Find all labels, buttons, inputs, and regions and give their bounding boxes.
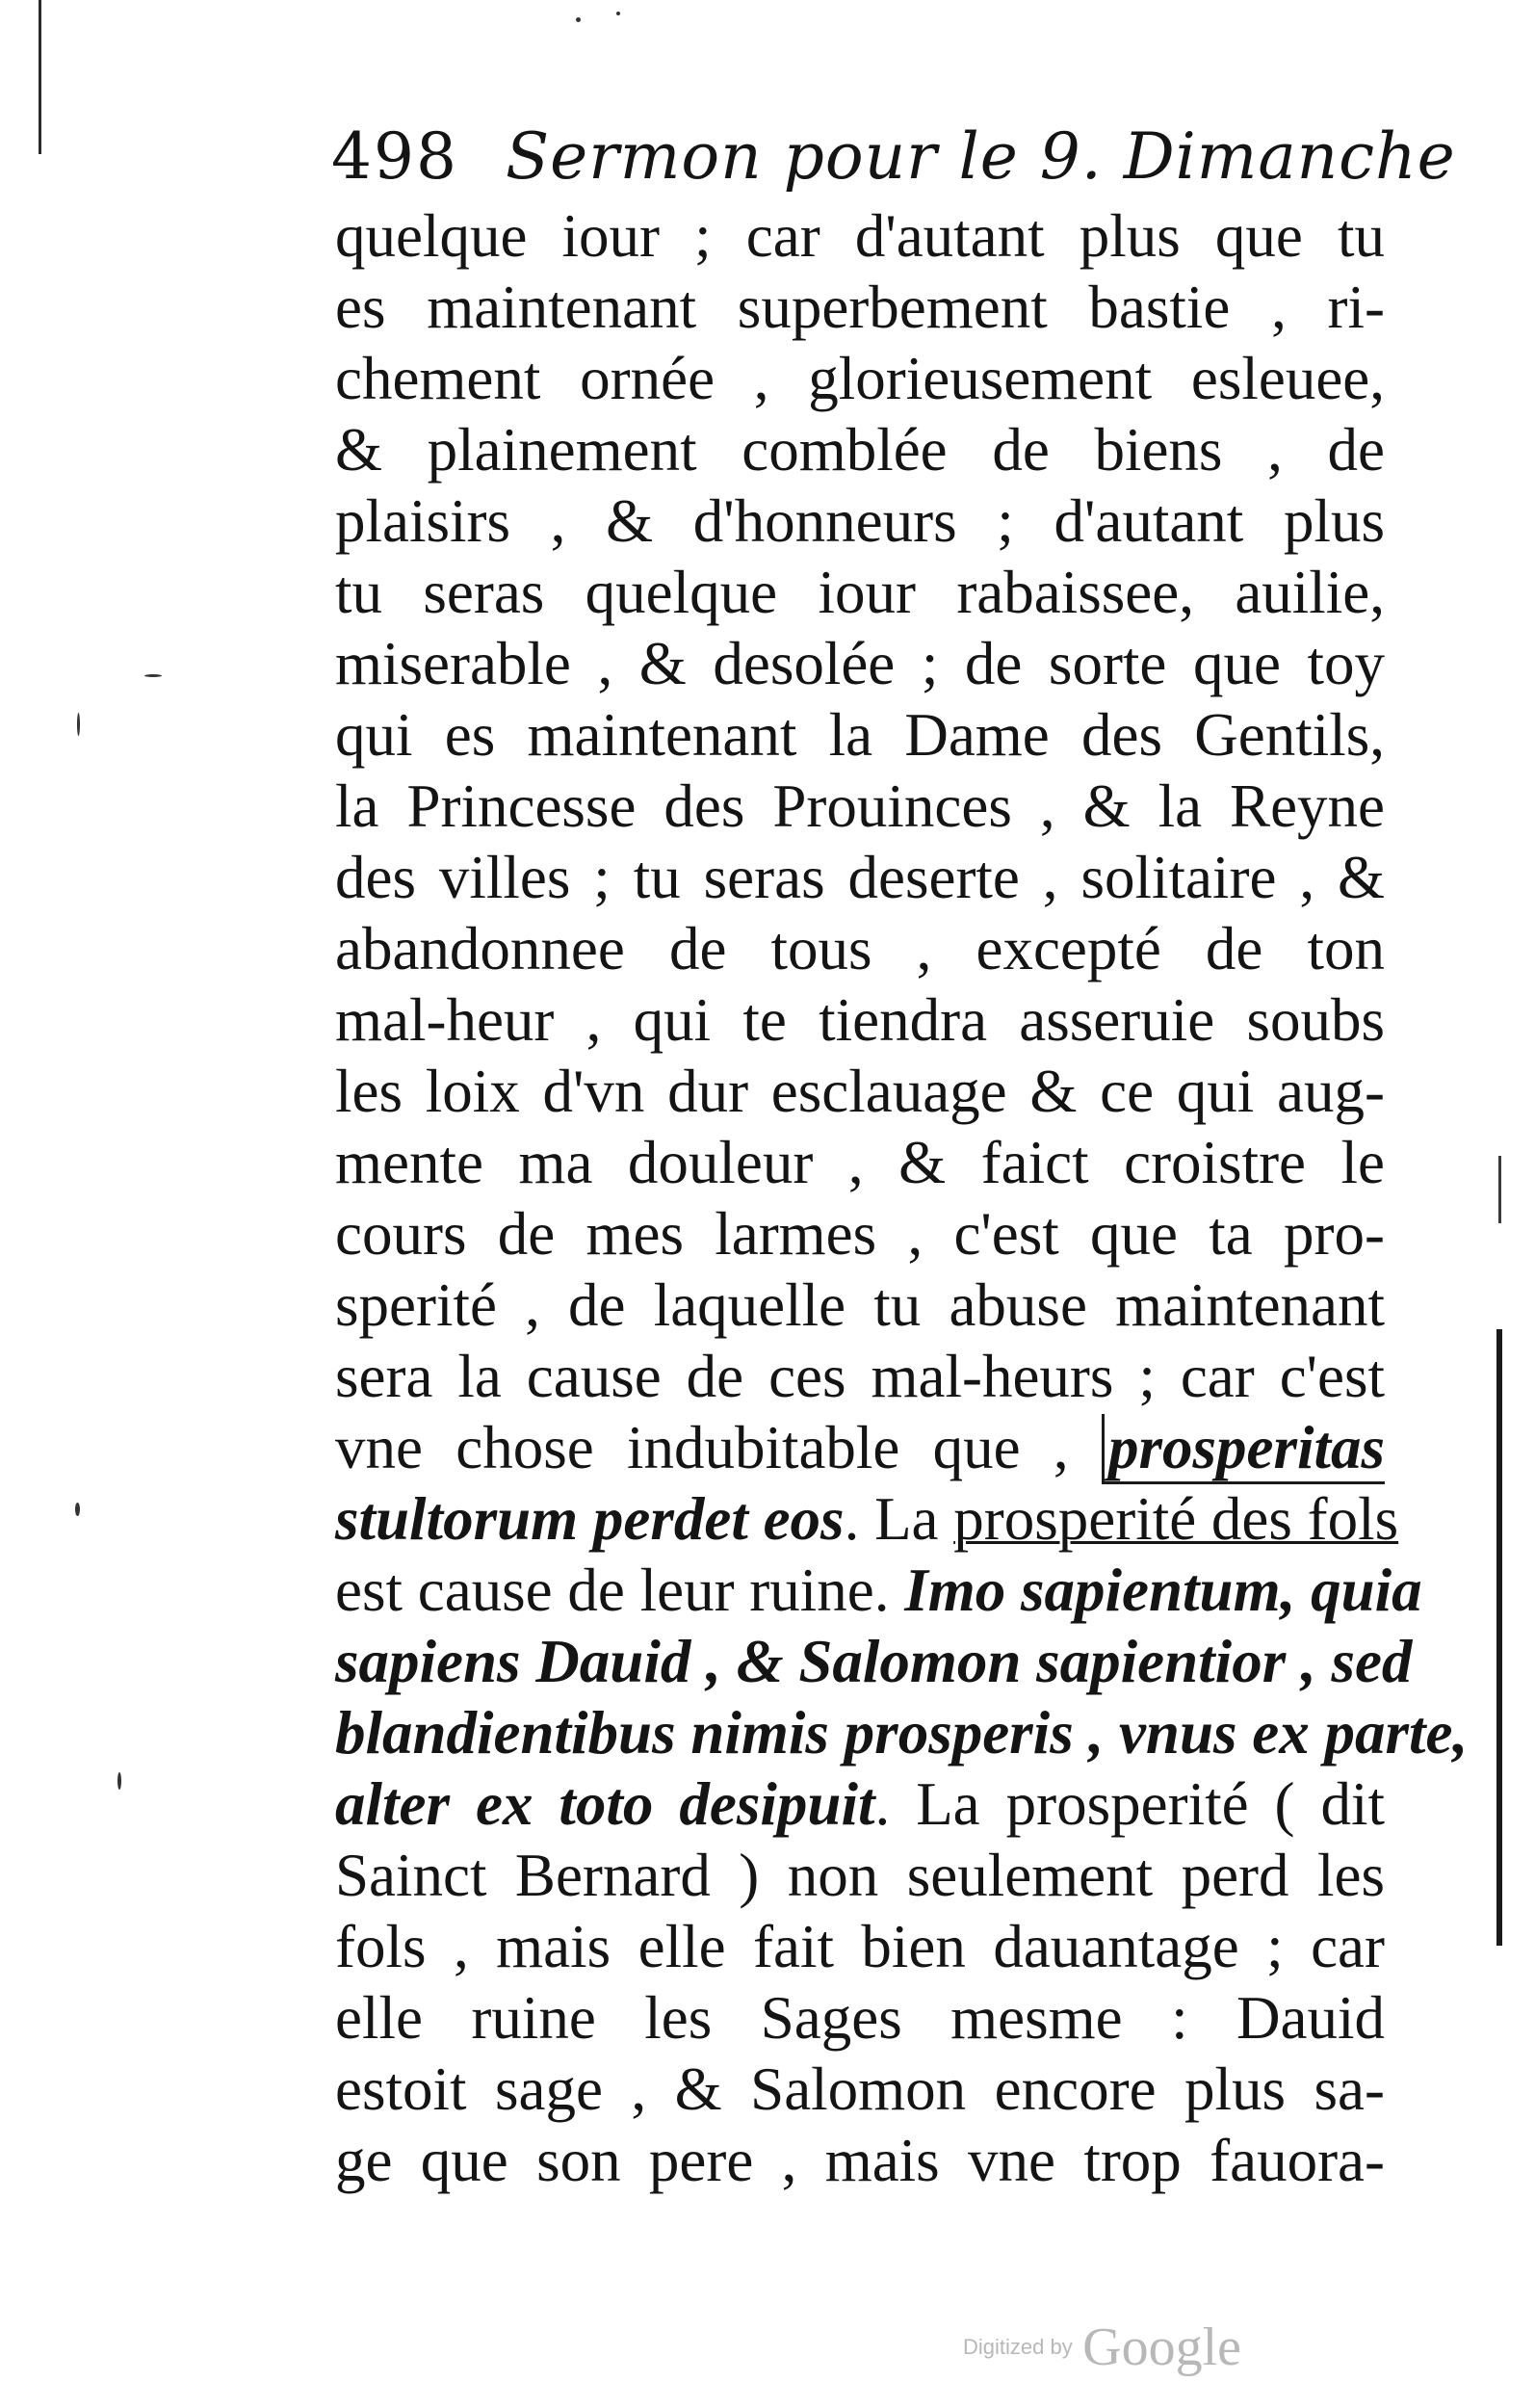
text-segment: cours de mes larmes , c'est que ta pro- [335, 1200, 1385, 1268]
text-segment: ge que son pere , mais vne trop fauora- [335, 2127, 1385, 2194]
text-line [335, 913, 1385, 984]
text-line [335, 1768, 1385, 1840]
text-line [335, 1483, 1399, 1555]
text-segment: chement ornée , glorieusement esleuee, [335, 345, 1385, 412]
text-segment: stultorum perdet eos [335, 1485, 845, 1553]
text-line [335, 2125, 1385, 2196]
running-title: Sermon pour le 9. Dimanche [505, 119, 1456, 194]
ink-speck [616, 12, 620, 15]
text-line [335, 414, 1385, 485]
body-text [335, 200, 1469, 2196]
page-header [331, 114, 1456, 200]
text-segment: sera la cause de ces mal-heurs ; car c'est [335, 1343, 1385, 1410]
text-line [335, 1626, 1413, 1697]
text-line [335, 557, 1385, 628]
text-line [335, 485, 1385, 557]
text-segment: blandientibus nimis prosperis , vnus ex parte, [335, 1699, 1469, 1767]
ink-speck [77, 713, 80, 736]
text-segment: plaisirs , & d'honneurs ; d'autant plus [335, 487, 1385, 555]
text-segment: mente ma douleur , & faict croistre le [335, 1129, 1385, 1196]
text-line [335, 1555, 1422, 1626]
text-line [335, 1697, 1469, 1768]
google-logo: Google [1082, 2317, 1242, 2377]
text-segment: mal-heur , qui te tiendra asseruie soubs [335, 986, 1385, 1054]
text-segment: abandonnee de tous , excepté de ton [335, 915, 1385, 982]
text-segment: quelque iour ; car d'autant plus que tu [335, 202, 1385, 270]
text-segment: miserable , & desolée ; de sorte que toy [335, 630, 1385, 697]
text-line [335, 1341, 1385, 1412]
text-segment: . La prosperité ( dit [874, 1770, 1385, 1838]
text-segment: Sainct Bernard ) non seulement perd les [335, 1842, 1385, 1909]
text-segment: . La [844, 1485, 954, 1553]
text-segment: prosperité des fols [953, 1485, 1399, 1553]
text-segment: sperité , de laquelle tu abuse maintenant [335, 1271, 1385, 1339]
text-line [335, 842, 1385, 913]
text-line [335, 1127, 1385, 1198]
page-number: 498 [331, 119, 458, 194]
text-segment: es maintenant superbement bastie , ri- [335, 274, 1385, 341]
text-line [335, 1911, 1385, 1982]
ink-speck [75, 1503, 80, 1516]
text-line [335, 1982, 1385, 2054]
text-line [335, 628, 1385, 699]
text-segment: est cause de leur ruine. [335, 1557, 905, 1624]
left-margin-rule [39, 0, 41, 154]
text-line [335, 1056, 1385, 1127]
digitized-watermark [963, 2316, 1367, 2377]
text-segment: & plainement comblée de biens , de [335, 416, 1385, 484]
ink-speck [576, 17, 581, 22]
text-segment: la Princesse des Prouinces , & la Reyne [335, 772, 1385, 840]
text-line [335, 699, 1385, 771]
text-segment: alter ex toto desipuit [335, 1770, 875, 1838]
text-line [335, 1269, 1385, 1341]
text-line [335, 984, 1385, 1056]
right-edge-tick [1498, 1156, 1501, 1223]
text-segment: qui es maintenant la Dame des Gentils, [335, 701, 1385, 769]
text-line [335, 1840, 1385, 1911]
text-segment: tu seras quelque iour rabaissee, auilie, [335, 559, 1385, 626]
watermark-prefix: Digitized by [963, 2335, 1073, 2359]
text-line [335, 200, 1385, 272]
text-segment: Imo sapientum, quia [904, 1557, 1422, 1624]
text-line [335, 2054, 1385, 2125]
text-line [335, 1198, 1385, 1269]
text-segment: prosperitas [1102, 1414, 1385, 1484]
ink-speck [117, 1772, 121, 1790]
text-segment: des villes ; tu seras deserte , solitaire , & [335, 844, 1385, 911]
text-line [335, 272, 1385, 343]
text-line [335, 343, 1385, 414]
text-segment: sapiens Dauid , & Salomon sapientior , sed [335, 1628, 1413, 1695]
text-segment: les loix d'vn dur esclauage & ce qui aug- [335, 1058, 1385, 1125]
right-edge-mark [1496, 1329, 1502, 1946]
text-line [335, 771, 1385, 842]
text-segment: vne chose indubitable que , [335, 1414, 1102, 1481]
text-segment: estoit sage , & Salomon encore plus sa- [335, 2055, 1385, 2123]
ink-speck [144, 674, 162, 677]
text-segment: fols , mais elle fait bien dauantage ; car [335, 1913, 1385, 1980]
text-segment: elle ruine les Sages mesme : Dauid [335, 1984, 1385, 2052]
text-line [335, 1412, 1385, 1483]
